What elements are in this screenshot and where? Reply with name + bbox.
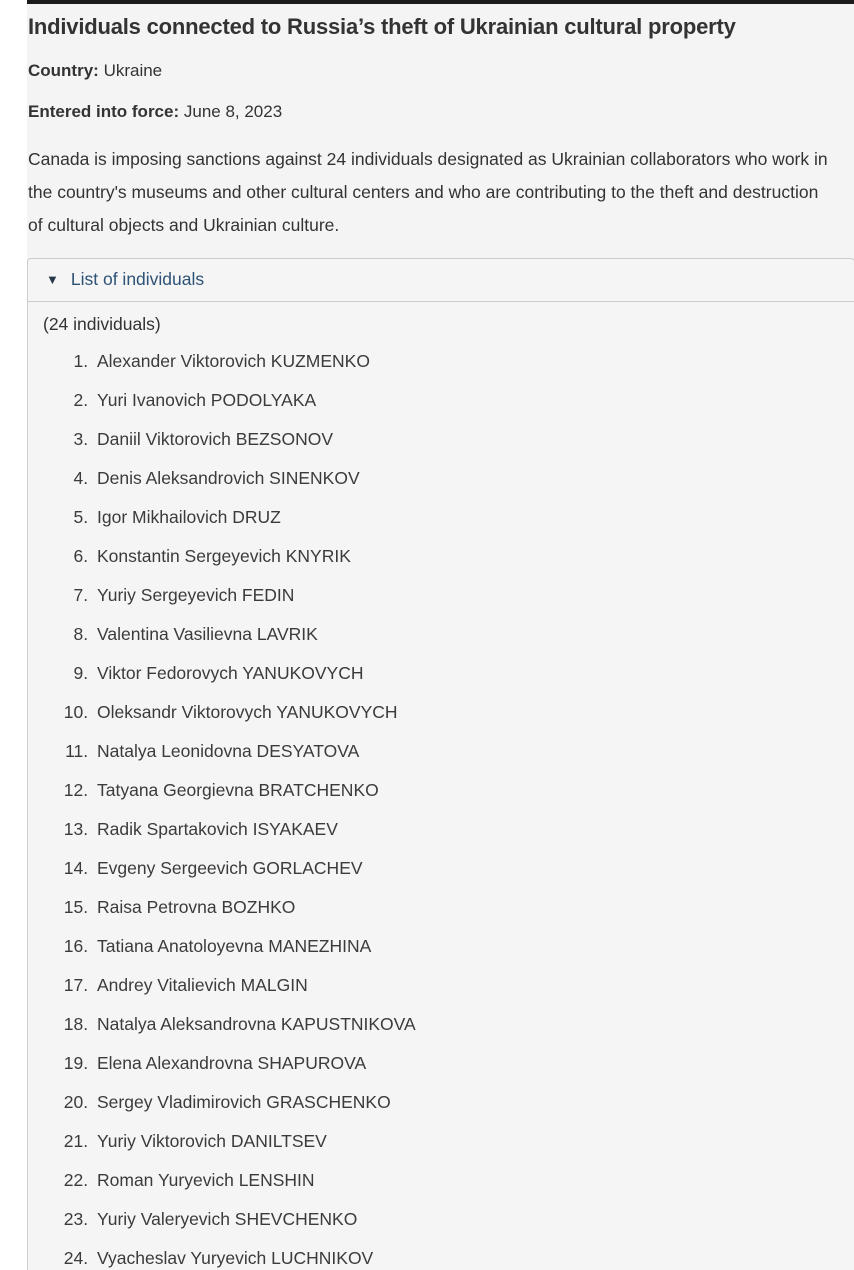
list-item: 21. Yuriy Viktorovich DANILTSEV: [93, 1130, 839, 1152]
individuals-count: (24 individuals): [43, 314, 161, 334]
content-area: [27, 0, 854, 1270]
country-line: [27, 61, 854, 81]
individuals-panel: [27, 258, 854, 1270]
list-item: 22. Roman Yuryevich LENSHIN: [93, 1169, 839, 1191]
country-value: Ukraine: [103, 61, 163, 80]
list-item: 24. Vyacheslav Yuryevich LUCHNIKOV: [93, 1247, 839, 1269]
list-item: 3. Daniil Viktorovich BEZSONOV: [93, 428, 839, 450]
list-item: 17. Andrey Vitalievich MALGIN: [93, 974, 839, 996]
individuals-summary-toggle[interactable]: [28, 259, 854, 302]
list-item: 8. Valentina Vasilievna LAVRIK: [93, 623, 839, 645]
list-item: 4. Denis Aleksandrovich SINENKOV: [93, 467, 839, 489]
list-item: 18. Natalya Aleksandrovna KAPUSTNIKOVA: [93, 1013, 839, 1035]
individuals-list: [43, 350, 839, 1269]
list-item: 5. Igor Mikhailovich DRUZ: [93, 506, 839, 528]
list-item: 9. Viktor Fedorovych YANUKOVYCH: [93, 662, 839, 684]
list-item: 12. Tatyana Georgievna BRATCHENKO: [93, 779, 839, 801]
list-item: 1. Alexander Viktorovich KUZMENKO: [93, 350, 839, 372]
list-item: 16. Tatiana Anatoloyevna MANEZHINA: [93, 935, 839, 957]
entered-into-force-label: Entered into force:: [28, 102, 180, 121]
list-item: 14. Evgeny Sergeevich GORLACHEV: [93, 857, 839, 879]
list-item: 19. Elena Alexandrovna SHAPUROVA: [93, 1052, 839, 1074]
list-item: 2. Yuri Ivanovich PODOLYAKA: [93, 389, 839, 411]
individuals-summary-label: List of individuals: [70, 269, 205, 289]
chevron-down-icon: ▼: [46, 272, 59, 287]
list-item: 11. Natalya Leonidovna DESYATOVA: [93, 740, 839, 762]
sanctions-description: Canada is imposing sanctions against 24 individuals designated as Ukrainian collaborators who work in the country's museums and other cultural centers and who are contributing to the theft and destruction of cultural objects and Ukrainian culture.: [28, 149, 828, 235]
list-item: 13. Radik Spartakovich ISYAKAEV: [93, 818, 839, 840]
country-label: Country:: [28, 61, 99, 80]
individuals-panel-body: [28, 302, 854, 1270]
list-item: 7. Yuriy Sergeyevich FEDIN: [93, 584, 839, 606]
list-item: 23. Yuriy Valeryevich SHEVCHENKO: [93, 1208, 839, 1230]
entered-into-force-value: June 8, 2023: [183, 102, 283, 121]
list-item: 6. Konstantin Sergeyevich KNYRIK: [93, 545, 839, 567]
list-item: 20. Sergey Vladimirovich GRASCHENKO: [93, 1091, 839, 1113]
entered-into-force-line: [27, 102, 854, 122]
page-title: Individuals connected to Russia’s theft of Ukrainian cultural property: [28, 14, 736, 39]
list-item: 10. Oleksandr Viktorovych YANUKOVYCH: [93, 701, 839, 723]
list-item: 15. Raisa Petrovna BOZHKO: [93, 896, 839, 918]
